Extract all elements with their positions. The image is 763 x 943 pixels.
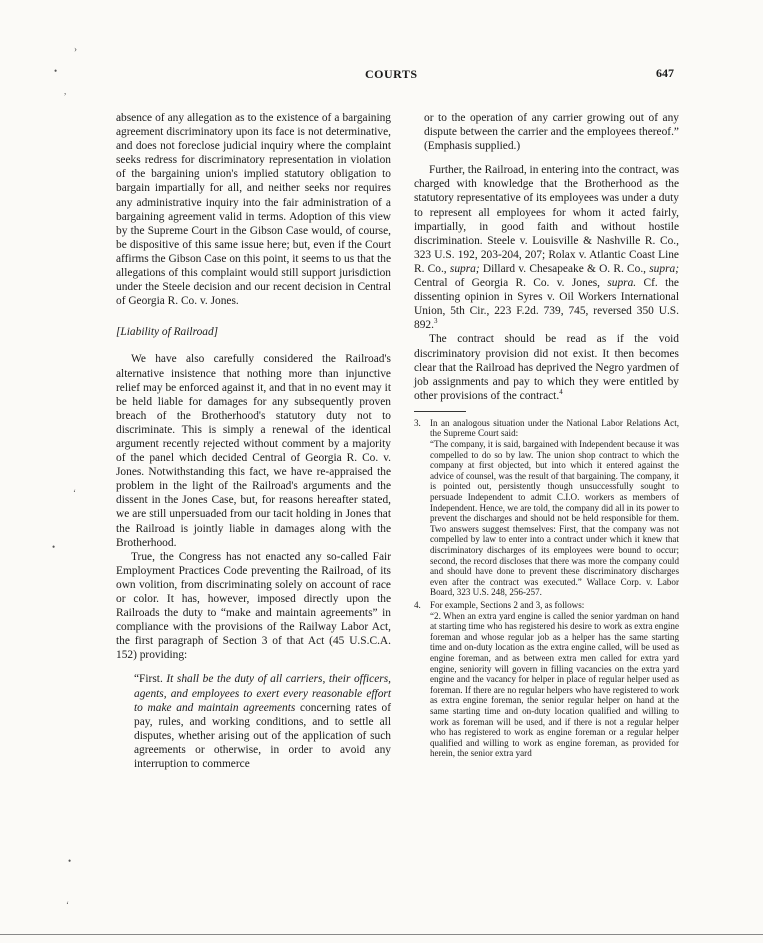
footnote-divider	[414, 411, 466, 412]
margin-mark: ‘	[66, 900, 69, 910]
footnote-quote: “The company, it is said, bargained with Independent because it was compelled to do so by law. The union shop contract to which the company at first objected, but into which it entered against the advice of counsel, was the result of that bargaining. The company, it is pointed out, persistently though unsuccessfully sought to persuade Independent to admit C.I.O. workers as members of Independent. Hence, we are told, the company did all in its power to prevent the discharges and should not be held responsible for them. Two answers suggest themselves: First, that the company was not compelled by law to enter into a contract under which it knew that discriminatory discharges of its employees were bound to occur; second, the record discloses that there was more the company could and should have done to prevent these discriminatory discharges even after the contract was executed.” Wallace Corp. v. Labor Board, 323 U.S. 248, 256-257.	[430, 439, 679, 598]
footnote-ref: 4	[559, 387, 563, 396]
right-column	[414, 111, 679, 759]
quote-text: concerning rates of pay, rules, and working conditions, and to settle all disputes, whether arising out of the application of such agreements or otherwise, in order to avoid any interruption to commerce	[134, 701, 391, 771]
quote-lead: “First.	[134, 673, 167, 686]
margin-mark: •	[68, 856, 72, 866]
running-head: COURTS	[365, 67, 418, 81]
block-quote-continued: or to the operation of any carrier growing out of any dispute between the carrier and the employees thereof.” (Emphasis supplied.)	[424, 112, 679, 153]
page-edge	[0, 934, 763, 935]
page-number: 647	[656, 66, 674, 80]
paragraph: True, the Congress has not enacted any so-called Fair Employment Practices Code preventing the Railroad, of its own volition, from discriminating solely on account of race or color. It has, however, imposed directly upon the Railroads the duty to “make and maintain agreements” in compliance with the provisions of the Railway Labor Act, the first paragraph of Section 3 of that Act (45 U.S.C.A. 152) providing:	[116, 550, 391, 662]
margin-mark: •	[54, 66, 58, 76]
quote-emphasis: It shall be the duty of all carriers, their officers, agents, and employees to exert every reasonable effort to make and maintain agreements	[134, 673, 391, 714]
left-column	[116, 111, 391, 771]
footnote-quote: “2. When an extra yard engine is called the senior yardman on hand at starting time who has registered his desire to work as extra engine foreman and whose regular job as a helper has the same starting time and on-duty location as the extra engine called, will be used as engine foreman, and as between extra men called for extra yard engine, seniority will govern in filling vacancies on the extra yard engine and the vacancy for helper in place of regular helper used as foreman. If there are no regular helpers who have registered to work as extra engine foreman, the senior regular helper on hand at the same starting time and on-duty location qualified and willing to work as foreman will be used, and if there is not a regular helper who has registered to work as engine foreman or a regular helper qualified and willing to work as engine foreman, as provided for herein, the senior extra yard	[430, 610, 679, 759]
footnote-ref: 3	[433, 317, 438, 326]
footnote-number: 3.	[414, 417, 421, 428]
footnote-intro: In an analogous situation under the National Labor Relations Act, the Supreme Court said:	[430, 417, 679, 439]
margin-mark: •	[52, 542, 56, 552]
paragraph: Further, the Railroad, in entering into the contract, was charged with knowledge that the Brotherhood as the statutory representative of its employees was under a duty to represent all employees for whom it acted fairly, impartially, in good faith and without hostile discrimination. Steele v. Louisville & Nashville R. Co., 323 U.S. 192, 203-204, 207; Rolax v. Atlantic Coast Line R. Co., supra; Dillard v. Chesapeake & O. R. Co., supra; Central of Georgia R. Co. v. Jones, supra. Cf. the dissenting opinion in Syres v. Oil Workers International Union, 5th Cir., 223 F.2d. 739, 745, reversed 350 U.S. 892.$^3$	[414, 164, 679, 332]
footnote-intro: For example, Sections 2 and 3, as follows:	[430, 599, 585, 610]
margin-mark: ,	[64, 86, 67, 96]
footnote-number: 4.	[414, 599, 421, 610]
footnote-4	[414, 600, 679, 759]
footnote-3	[414, 418, 679, 598]
margin-mark: ‘	[73, 488, 76, 498]
section-heading: [Liability of Railroad]	[116, 326, 219, 339]
paragraph: The contract should be read as if the void discriminatory provision did not exist. It then becomes clear that the Railroad has deprived the Negro yardmen of job assignments and pay to which they were entitled by other provisions of the contract.$^4$	[414, 333, 679, 402]
margin-mark: ›	[74, 44, 77, 54]
block-quote	[134, 672, 391, 771]
paragraph: We have also carefully considered the Railroad's alternative insistence that nothing more than injunctive relief may be enforced against it, and that in no event may it be held liable for damages for any subsequently proven breach of the Brotherhood's statutory duty not to discriminate. This is simply a renewal of the identical argument recently rejected without comment by a majority of the panel which decided Central of Georgia R. Co. v. Jones. Notwithstanding this fact, we have re-appraised the problem in the light of the Railroad's arguments and the dissent in the Jones Case, but, for reasons hereafter stated, we are still unpersuaded from our tacit holding in Jones that the Railroad is jointly liable in damages along with the Brotherhood.	[116, 353, 391, 549]
paragraph: absence of any allegation as to the existence of a bargaining agreement discriminatory upon its face is not determinative, and does not foreclose judicial inquiry where the complaint seeks redress for discriminatory representation in violation of the bargaining union's implied statutory obligation to bargain impartially for all, and neither seeks nor requires any administrative inquiry into the fair administration of a bargaining agreement valid in terms. Adoption of this view by the Supreme Court in the Gibson Case would, of course, be dispositive of this same issue here; but, even if the Court affirms the Gibson Case on this point, it seems to us that the allegations of this complaint would still support jurisdiction under the Steele decision and our recent decision in Central of Georgia R. Co. v. Jones.	[116, 112, 391, 308]
